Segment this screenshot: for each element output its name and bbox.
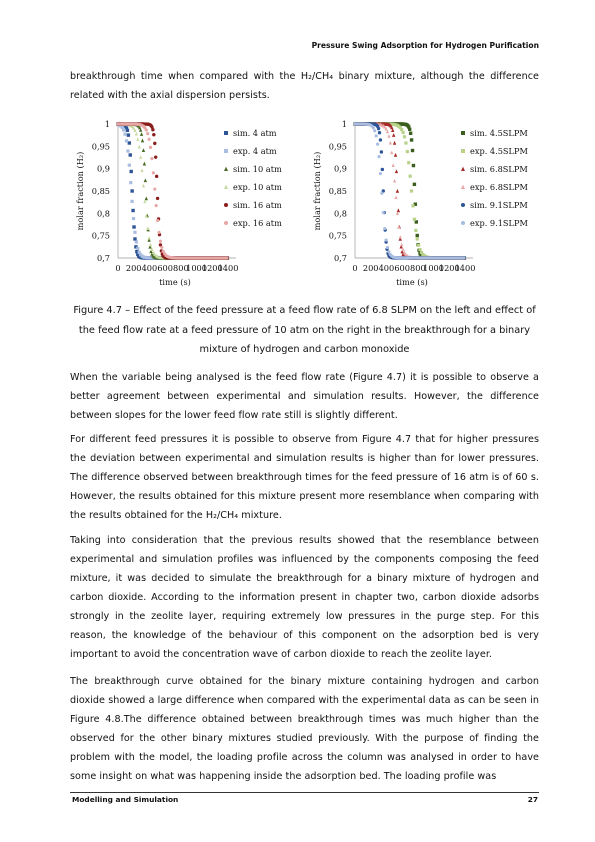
- data-point: [380, 150, 383, 153]
- legend-marker: [224, 167, 228, 171]
- data-point: [401, 131, 404, 134]
- data-point: [404, 141, 407, 144]
- data-point: [156, 219, 159, 222]
- data-point: [140, 169, 143, 173]
- legend-label: exp. 16 atm: [233, 218, 282, 228]
- data-point: [142, 184, 145, 188]
- legend-marker: [224, 203, 228, 207]
- data-point: [132, 217, 135, 220]
- data-point: [392, 163, 395, 167]
- running-header: Pressure Swing Adsorption for Hydrogen Purification: [311, 41, 539, 50]
- y-tick-label: 0,85: [328, 186, 347, 196]
- data-point: [380, 192, 383, 195]
- data-point: [389, 141, 392, 145]
- data-point: [155, 204, 158, 207]
- legend-label: exp. 4.5SLPM: [470, 146, 528, 156]
- data-point: [411, 149, 414, 152]
- data-point: [154, 155, 157, 158]
- data-point: [379, 172, 382, 175]
- y-tick-label: 0,7: [333, 253, 347, 263]
- x-tick-label: 0: [352, 263, 358, 273]
- data-point: [375, 134, 378, 137]
- x-tick-label: 200: [362, 263, 379, 273]
- data-point: [393, 141, 396, 145]
- data-point: [410, 138, 413, 141]
- legend-marker: [224, 221, 228, 225]
- y-axis-label: molar fraction (H₂): [75, 151, 85, 231]
- data-point: [155, 175, 158, 178]
- chart-left: [70, 115, 302, 295]
- data-point: [385, 238, 388, 241]
- legend-marker: [224, 131, 228, 135]
- data-point: [125, 139, 128, 142]
- data-point: [379, 138, 382, 141]
- legend-label: sim. 10 atm: [233, 164, 282, 174]
- data-point: [412, 164, 415, 167]
- data-point: [123, 133, 126, 136]
- data-point: [416, 234, 419, 237]
- x-axis-label: time (s): [396, 277, 428, 287]
- x-tick-label: 600: [394, 263, 410, 273]
- legend-label: exp. 4 atm: [233, 146, 277, 156]
- data-point: [396, 189, 399, 193]
- figure-caption: Figure 4.7 – Effect of the feed pressure at a feed flow rate of 6.8 SLPM on the left and effect of the feed flow rate at a feed pressure of 10 atm on the right in the breakthrough for a binary mixture of hydrogen and carbon monoxide: [73, 305, 536, 355]
- data-point: [407, 161, 410, 164]
- data-point: [400, 128, 403, 131]
- y-axis-label: molar fraction (H₂): [312, 151, 322, 231]
- data-point: [129, 181, 132, 184]
- data-point: [136, 247, 139, 250]
- x-tick-label: 600: [157, 263, 173, 273]
- data-point: [392, 133, 395, 137]
- data-point: [409, 175, 412, 178]
- x-tick-label: 800: [173, 263, 189, 273]
- data-point: [135, 132, 138, 136]
- x-tick-label: 1000: [186, 263, 207, 273]
- data-point: [145, 128, 148, 131]
- data-point: [151, 128, 154, 131]
- data-point: [127, 133, 130, 136]
- data-point: [141, 139, 144, 143]
- data-point: [414, 229, 417, 232]
- data-point: [128, 141, 131, 144]
- data-point: [376, 143, 379, 146]
- x-tick-label: 1200: [201, 263, 223, 273]
- x-tick-label: 800: [410, 263, 426, 273]
- x-tick-label: 200: [125, 263, 142, 273]
- y-tick-label: 0,7: [96, 253, 110, 263]
- data-point: [378, 131, 381, 134]
- data-point: [409, 132, 412, 135]
- data-point: [131, 209, 134, 212]
- data-point: [130, 170, 133, 173]
- data-point: [142, 148, 145, 152]
- paragraph-feed-flow: When the variable being analysed is the feed flow rate (Figure 4.7) it is possible to observe a better agreement between experimental and simulation results. However, the difference between slopes for the lower feed flow rate still is slightly different.: [70, 372, 539, 421]
- data-point: [132, 225, 135, 228]
- data-point: [148, 138, 151, 141]
- data-point: [133, 237, 136, 240]
- footer-chapter: Modelling and Simulation: [72, 795, 179, 804]
- data-point: [397, 208, 400, 212]
- x-tick-label: 1200: [438, 263, 460, 273]
- x-tick-label: 400: [141, 263, 158, 273]
- y-tick-label: 0,75: [91, 230, 110, 241]
- legend-label: sim. 4.5SLPM: [470, 128, 528, 138]
- data-point: [126, 149, 129, 152]
- paragraph-co2: Taking into consideration that the previous results showed that the resemblance between experimental and simulation profiles was influenced by the components composing the feed mixture, it was decided to simulate the breakthrough for a binary mixture of hydrogen and carbon dioxide. According to the information present in chapter two, carbon dioxide adsorbs strongly in the zeolite layer, requiring extremely low pressures in the purge step. For this reason, the knowledge of the behaviour of this component on the adsorption bed is very important to avoid the concentration wave of carbon dioxide to reach the zeolite layer.: [70, 535, 539, 660]
- data-point: [126, 129, 129, 132]
- x-tick-label: 400: [378, 263, 395, 273]
- paragraph-feed-pressure: For different feed pressures it is possible to observe from Figure 4.7 that for higher pressures the deviation between experimental and simulation results is higher than for lower pressures. The difference observed between breakthrough times for the feed pressure of 16 atm is of 60 s. However, the results obtained for this mixture present more resemblance when comparing with the results obtained for the H₂/CH₄ mixture.: [70, 434, 539, 521]
- data-point: [417, 244, 420, 247]
- data-point: [157, 231, 160, 234]
- data-point: [410, 189, 413, 192]
- data-point: [135, 240, 138, 243]
- data-point: [156, 197, 159, 200]
- data-point: [394, 153, 397, 157]
- data-point: [462, 256, 465, 259]
- data-point: [395, 169, 398, 173]
- data-point: [133, 231, 136, 234]
- intro-paragraph: breakthrough time when compared with the H₂/CH₄ binary mixture, although the difference related with the axial dispersion persists.: [70, 71, 539, 101]
- data-point: [130, 189, 133, 192]
- data-point: [399, 235, 402, 239]
- data-point: [159, 240, 162, 243]
- legend-label: exp. 6.8SLPM: [470, 182, 528, 192]
- data-point: [148, 236, 151, 240]
- data-point: [150, 157, 153, 160]
- y-tick-label: 0,8: [96, 208, 110, 219]
- y-tick-label: 0,75: [328, 230, 347, 241]
- page-number: 27: [527, 795, 538, 804]
- data-point: [373, 129, 376, 132]
- data-point: [400, 243, 403, 247]
- data-point: [418, 248, 421, 251]
- legend-label: sim. 6.8SLPM: [470, 164, 528, 174]
- data-point: [139, 155, 142, 159]
- data-point: [146, 226, 149, 230]
- chart-right: [307, 115, 539, 295]
- footer-rule: [70, 792, 539, 793]
- data-point: [377, 127, 380, 130]
- data-point: [225, 256, 228, 259]
- x-axis-label: time (s): [159, 277, 191, 287]
- legend-marker: [461, 131, 465, 135]
- data-point: [372, 126, 375, 129]
- legend-marker: [461, 221, 465, 225]
- data-point: [131, 200, 134, 203]
- legend-label: sim. 4 atm: [233, 128, 277, 138]
- data-point: [122, 128, 125, 131]
- legend-marker: [461, 185, 465, 189]
- y-tick-label: 1: [104, 119, 110, 129]
- data-point: [143, 162, 146, 166]
- y-tick-label: 0,9: [333, 163, 347, 174]
- x-tick-label: 1400: [217, 263, 239, 273]
- data-point: [149, 243, 152, 247]
- paragraph-breakthrough: The breakthrough curve obtained for the binary mixture containing hydrogen and carbon dioxide showed a large difference when compared with the experimental data as can be seen in Figure 4.8.The difference obtained between breakthrough times was much higher than the observed for the other binary mixtures studied previously. With the purpose of finding the problem with the model, the loading profile across the column was analysed in order to have some insight on what was happening inside the adsorption bed. The loading profile was: [70, 676, 539, 782]
- x-tick-label: 0: [115, 263, 121, 273]
- data-point: [146, 132, 149, 135]
- legend-marker: [461, 149, 465, 153]
- data-point: [413, 218, 416, 221]
- data-point: [153, 142, 156, 145]
- data-point: [386, 246, 389, 249]
- legend-marker: [224, 149, 228, 153]
- x-tick-label: 1000: [423, 263, 444, 273]
- data-point: [382, 211, 385, 214]
- data-point: [129, 153, 132, 156]
- data-point: [416, 237, 419, 240]
- data-point: [152, 133, 155, 136]
- data-point: [149, 146, 152, 149]
- y-tick-label: 0,8: [333, 208, 347, 219]
- legend-marker: [461, 167, 465, 171]
- data-point: [138, 145, 141, 149]
- data-point: [152, 171, 155, 174]
- data-point: [390, 151, 393, 155]
- data-point: [136, 137, 139, 141]
- y-tick-label: 1: [341, 119, 347, 129]
- x-tick-label: 1400: [454, 263, 476, 273]
- data-point: [411, 204, 414, 207]
- legend-label: exp. 9.1SLPM: [470, 218, 528, 228]
- data-point: [406, 150, 409, 153]
- data-point: [413, 183, 416, 186]
- data-point: [153, 188, 156, 191]
- data-point: [144, 178, 147, 182]
- data-point: [160, 246, 163, 249]
- y-tick-label: 0,85: [91, 186, 110, 196]
- data-point: [393, 179, 396, 183]
- y-tick-label: 0,95: [328, 141, 347, 152]
- data-point: [145, 196, 148, 200]
- data-point: [383, 227, 386, 230]
- y-tick-label: 0,95: [91, 141, 110, 152]
- data-point: [387, 134, 390, 138]
- legend-label: sim. 16 atm: [233, 200, 282, 210]
- data-point: [377, 155, 380, 158]
- legend-label: sim. 9.1SLPM: [470, 200, 528, 210]
- legend-label: exp. 10 atm: [233, 182, 282, 192]
- data-point: [140, 132, 143, 136]
- data-point: [394, 195, 397, 199]
- data-point: [381, 168, 384, 171]
- data-point: [408, 128, 411, 131]
- legend-marker: [461, 203, 465, 207]
- data-point: [128, 164, 131, 167]
- legend-marker: [224, 185, 228, 189]
- data-point: [403, 135, 406, 138]
- y-tick-label: 0,9: [96, 163, 110, 174]
